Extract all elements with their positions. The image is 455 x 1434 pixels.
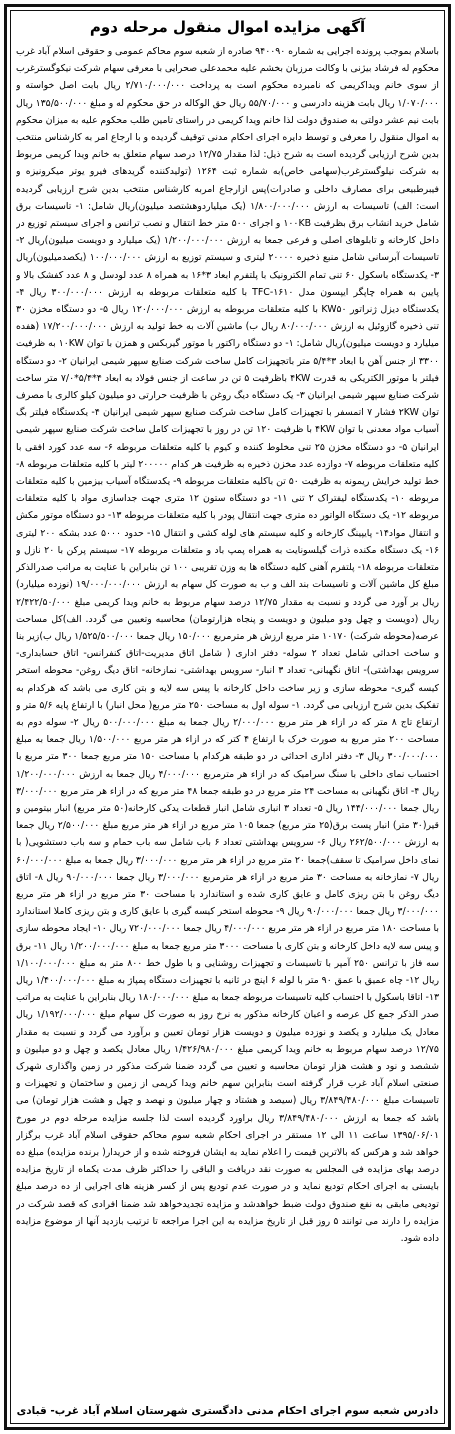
notice-body: باسلام بموجب پرونده اجرایی به شماره ۹۴۰۰۹۰ صادره از شعبه سوم محاکم عمومی و حقوقی اسلام آباد غرب محکوم له فرشاد بیژنی با وکالت مرزبان بخشم علیه محمدعلی صحرایی با معرفی سهام شرکت نیکوگسترغرب از سوی خانم ویداکریمی که نامبرده محکوم است به پرداخت ۲/۷۱۰/۰۰۰/۰۰۰ ریال بابت اصل خواسته و ۱/۰۷۰/۰۰۰ ریال بابت هزینه دادرسی و ۵۵/۷۰/۰۰۰ ریال حق الوکاله در حق محکوم له و مبلغ ۱۳۵/۵۰۰/۰۰۰ ریال بابت نیم عشر دولتی به صندوق دولت لذا خانم ویدا کریمی در راستای تامین طلب محکوم علیه به میزان محکوم به اموال منقول را معرفی و توسط دایره اجرای احکام مدنی توقیف گردیده و با ارجاع امر به کارشناس منتخب بدین شرح ارزیابی گردیده است به شرح ذیل: لذا مقدار ۱۲/۷۵ درصد سهام متعلق به خانم ویدا کریمی مربوط به شرکت نیلوگسترغرب(سهامی خاص)به شماره ثبت ۱۲۶۴ (تولیدکننده گریدهای فیرو یوتر میکرونیزه و فیبرطبیعی برای مصارف داخلی و صادرات)پس ازارجاع امربه کارشناس منتخب بدین شرح ارزیابی گردیده است: الف) تاسیسات به ارزش ۱/۸۰۰/۰۰۰/۰۰۰ (یک میلیاردوهشتصد میلیون)ریال شامل: ۱- تاسیسات برق شامل خرید انشاب برق بظرفیت ۱۰۰KB و اجرای ۵۰۰ متر خط انتقال و نصب ترانس و اجرای سیستم توزیع در داخل کارخانه و تابلوهای اصلی و فرعی جمعا به ارزش ۱/۲۰۰/۰۰۰/۰۰۰ (یک میلیارد و دویست میلیون)ریال ۲- تاسیسات آبرسانی شامل منبع ذخیره ۲۰۰۰۰ لیتری و سیستم توزیع به ارزش ۱۰۰/۰۰۰/۰۰۰ (یکصدمیلیون)ریال ۳- یکدستگاه باسکول ۶۰ تنی تمام الکترونیک با پلتفرم ابعاد ۳*۱۶ به همراه ۸ عدد لودسل و ۸ عدد کفشک بالا و پایین به همراه چاپگر ایپسون مدل TFC-۱۶۱۰ با کلیه متعلقات مربوطه به ارزش ۳۰۰/۰۰۰/۰۰۰ ریال ۴- یکدستگاه دیزل ژنراتور KW۵۰ با کلیه متعلقات مربوطه به ارزش ۱۲۰/۰۰۰/۰۰۰ ریال ۵- دو دستگاه مخزن ۳۰ تنی ذخیره گازوئیل به ارزش ۸۰/۰۰۰/۰۰۰ ریال ب) ماشین آلات به خط تولید به ارزش ۱۷/۲۰۰/۰۰۰/۰۰۰ (هفده میلیارد و دویست میلیون)ریال شامل: ۱- دو دستگاه راکتور با موتور گیربکس و همزن با توان ۱۰KW به ظرفیت ۳۳۰۰ از جنس آهن با ابعاد ۳*۵/۴ متر باتجهیزات کامل ساخت شرکت صنایع سپهر شیمی ایرانیان ۲- دو دستگاه فیلتر با موتور الکتریکی به قدرت ۴KW باظرفیت ۵ تن در ساعت از جنس فولاد به ابعاد ۴*۵/۴*۷/۰ متر ساخت شرکت صنایع سپهر شیمی ایرانیان ۳- یک دستگاه دیگ روغن با ظرفیت حرارتی دو میلیون کیلو کالری با مصرف توان ۲KW فشار ۷ اتمسفر با تجهیزات کامل ساخت شرکت صنایع سپهر شیمی ایرانیان ۴- یکدستگاه فیلتر بگ آسیاب مواد معدنی با توان ۴KW با ظرفیت ۱۲۰ تن در روز با تجهیزات کامل ساخت شرکت صنایع سپهر شیمی ایرانیان ۵- دو دستگاه مخزن ۲۵ تنی مخلوط کننده و کیوم با کلیه متعلقات مربوطه ۶- سه عدد کورد افقی با کلیه متعلقات مربوطه ۷- دوازده عدد مخزن ذخیره به ظرفیت هر کدام ۲۰۰۰۰۰ لیتر با کلیه متعلقات مربوطه ۸- خط تولید خرایش ریمونه به ظرفیت ۵۰ تن باکلیه متعلقات مربوطه ۹- یکدستگاه آسیاب بیزمین با کلیه متعلقات مربوطه ۱۰- یکدستگاه لیفتراک ۲ تنی ۱۱- دو دستگاه ستون ۱۲ متری جهت جداسازی مواد با کلیه متعلقات مربوطه ۱۲- یک دستگاه الواتور ده متری جهت انتقال پودر با کلیه متعلقات مربوطه ۱۳- دو دستگاه موتور مکش و انتقال مواد۱۴- پایپینگ کارخانه و کلیه سیستم های لوله کشی و انتقال ۱۵- حدود ۵۰۰۰ عدد بشکه ۲۰۰ لیتری ۱۶- یک دستگاه مکنده ذرات گیلسونایت به همراه پمپ باد و متعلقات مربوطه ۱۷- سیستم پرکن با ۲۰ نازل و متعلقات مربوطه ۱۸- پلتفرم آهنی کلیه دستگاه ها به وزن تقریبی ۱۰۰ تن بنابراین با عنایت به مراتب صدرالذکر مبلغ کل ماشین آلات و تاسیسات بند الف و ب به صورت کل سهام به ارزش ۱۹/۰۰۰/۰۰۰/۰۰۰ (نوزده میلیارد) ریال بر آورد می گردد و نسبت به مقدار ۱۲/۷۵ درصد سهام مربوط به خانم ویدا کریمی مبلغ ۲/۴۲۲/۵۰/۰۰۰ ریال (دویست و چهل ودو میلیون و دویست و پنجاه هزارتومان) محاسبه وتعیین می گردد. الف)کل مساحت عرصه(محوطه شرکت) ۱۰۱۷۰ متر مربع ارزش هر مترمربع ۱۵۰/۰۰۰ ریال جمعا ۱/۵۲۵/۵۰۰/۰۰۰ ریال ب)زیر بنا و ساخت احداثی شامل تعداد ۲ سوله- دفتر اداری ( شامل اتاق مدیریت-اتاق کنفرانس- اتاق حسابداری- سرویس بهداشتی)- اتاق نگهبانی- تعداد ۳ انبار- سرویس بهداشتی- نمازخانه- اتاق دیگ روغن- محوطه استخر کیسه گیری- محوطه سازی و زیر ساخت داخل کارخانه با پیس سه لایه و بتن کاری می باشد که هرکدام به تفکیک بدین شرح ارزیابی می گردد. ۱- سوله اول به مساحت ۲۵۰ متر مربع( محل انبار) با ارتفاع پایه ۵/۶ متر و ارتفاع تاج ۸ متر که در ازاء هر متر مربع ۲/۰۰۰/۰۰۰ ریال جمعا به مبلغ ۵۰۰/۰۰۰/۰۰۰ ریال ۲- سوله دوم به مساحت ۲۰۰ متر مربع به صورت خرک با ارتفاع ۴ کتر که در ازاء هر متر مربع ۱/۵۰۰/۰۰۰ ریال جمعا به مبلغ ۳۰۰/۰۰۰/۰۰۰ ریال ۳- دفتر اداری احداثی در دو طبقه هرکدام با مساحت ۱۵۰ متر مربع جمعا ۳۰۰ متر مربع با احتساب نمای داخلی با سنگ سرامیک که در ازاء هر مترمربع ۴/۰۰۰/۰۰۰ ریال جمعا به ارزش ۱/۲۰۰/۰۰۰/۰۰۰ ریال ۴- اتاق نگهبانی به مساحت ۲۴ متر مربع در دو طبقه جمعا ۴۸ متر مربع که در ازاء هر متر مربع ۳/۰۰۰/۰۰۰ ریال جمعا ۱۴۴/۰۰۰/۰۰۰ ریال ۵- تعداد ۳ انباری شامل انبار قطعات یدکی کارخانه(۵۰ متر مربع) انبار بیتومین و قیر(۳۰ متر) انبار پست برق(۲۵ متر مربع) جمعا ۱۰۵ متر مربع در ازاء هر متر مربع مبلغ ۲/۵۰۰/۰۰۰ ریال جمعا به ارزش ۲۶۲/۵۰۰/۰۰۰ ریال ۶- سرویس بهداشتی تعداد ۶ باب شامل سه باب حمام و سه باب دستشویی( با نمای داخل سرامیک تا سقف)جمعا ۲۰ متر مربع در ازاء هر متر مربع ۳/۰۰۰/۰۰۰ ریال جمعا به مبلغ ۶۰/۰۰۰/۰۰۰ ریال ۷- نمازخانه به مساحت ۳۰ متر مربع در ازاء هر مترمربع ۳/۰۰۰/۰۰۰ ریال جمعا ۹۰/۰۰۰/۰۰۰ ریال ۸- اتاق دیگ روغن با بتن ریزی کامل و عایق کاری شده و استاندارد با مساحت ۳۰ متر مربع در ازاء هر متر مربع ۳/۰۰۰/۰۰۰ ریال جمعا ۹۰/۰۰۰/۰۰۰ ریال ۹- محوطه استخر کیسه گیری با عایق کاری و بتن ریزی کاملا استاندارد با مساحت ۱۸۰ متر مربع در ازاء هر متر مربع ۴/۰۰۰/۰۰۰ ریال جمعا ۷۲۰/۰۰۰/۰۰۰ ریال ۱۰- ایجاد محوطه سازی و پیس سه لایه داخل کارخانه و بتن کاری با مساحت ۳۰۰۰ متر مربع جمعا به مبلغ ۱/۲۰۰/۰۰۰/۰۰۰ ریال ۱۱- برق سه فاز با ترانس ۲۵۰ آمپر با تاسیسات و تجهیزات روشنایی و با طول خط ۸۰۰ متر به مبلغ ۱/۱۰۰/۰۰۰/۰۰۰ ریال ۱۲- چاه عمیق با عمق ۹۰ متر با لوله ۶ اینچ در ثانیه با تجهیزات دستگاه پمپاژ به مبلغ ۱/۴۰۰/۰۰۰/۰۰۰ ریال ۱۳- اتاقا باسکول با احتساب کلیه تاسیسات مربوطه جمعا به مبلغ ۱۸۰/۰۰۰/۰۰۰ ریال بنابراین با عنایت به مراتب صدر الذکر جمع کل عرصه و اعیان کارخانه مذکور به نرخ روز به صورت کل سهام میلغ ۱/۱۹۲/۰۰۰/۰۰۰ ریال معادل یک میلیارد و یکصد و نوزده میلیون و دویست هزار تومان تعیین و برآورد می گردد و نسبت به مقدار ۱۲/۷۵ درصد سهام مربوط به خانم ویدا کریمی مبلغ ۱/۴۲۶/۹۸۰/۰۰۰ ریال معادل یکصد و چهل و دو میلیون و ششصد و نود و هشت هزار تومان محاسبه و تعیین می گردد ضمنا شرکت مذکور در زمین واگذاری شهرک صنعتی اسلام آباد غرب قرار گرفته است بنابراین سهم خانم ویدا کریمی از زمین و ساختمان و تجهیزات و تاسیسات مبلغ ۳/۸۴۹/۴۸۰/۰۰۰ ریال (سیصد و هشتاد و چهار میلیون و نهصد و چهل و هشت هزار تومان) می باشد که جمعا به ارزش ۳/۸۴۹/۴۸۰/۰۰۰ ریال براورد گردیده است لذا جلسه مزایده مرحله دوم در مورخ ۱۳۹۵/۰۶/۰۱ ساعت ۱۱ الی ۱۲ مستقر در اجرای احکام شعبه سوم محاکم حقوقی اسلام آباد غرب برگزار خواهد شد و هرکس که بالاترین قیمت را اعلام نماید به ایشان فروخته شده و از خریدار( برنده مزایده) مبلغ ده درصد بهای مزایده فی المجلس به صورت نقد دریافت و الباقی را حداکثر ظرف مدت یکماه از تاریخ مزایده بایستی به اجرای احکام تودیع نماید و در صورت عدم تودیع پس از کسر هزینه های اجرایی از ده درصد مبلغ تودیعی مابقی به نفع صندوق دولت ضبط خواهدشد و مزایده تجدیدخواهد شد ضمنا افرادی که قصد شرکت در مزایده را دارند می توانند ۵ روز قبل از تاریخ مزایده به این اجرا مراجعه تا ترتیب بازدید آنها از موضوع مزایده داده شود. [16, 46, 439, 1245]
notice-frame [4, 4, 451, 1430]
notice-title: آگهی مزایده اموال منقول مرحله دوم [89, 18, 366, 36]
notice-signature: دادرس شعبه سوم اجرای احکام مدنی دادگستری شهرستان اسلام آباد غرب- قبادی [16, 1405, 439, 1417]
